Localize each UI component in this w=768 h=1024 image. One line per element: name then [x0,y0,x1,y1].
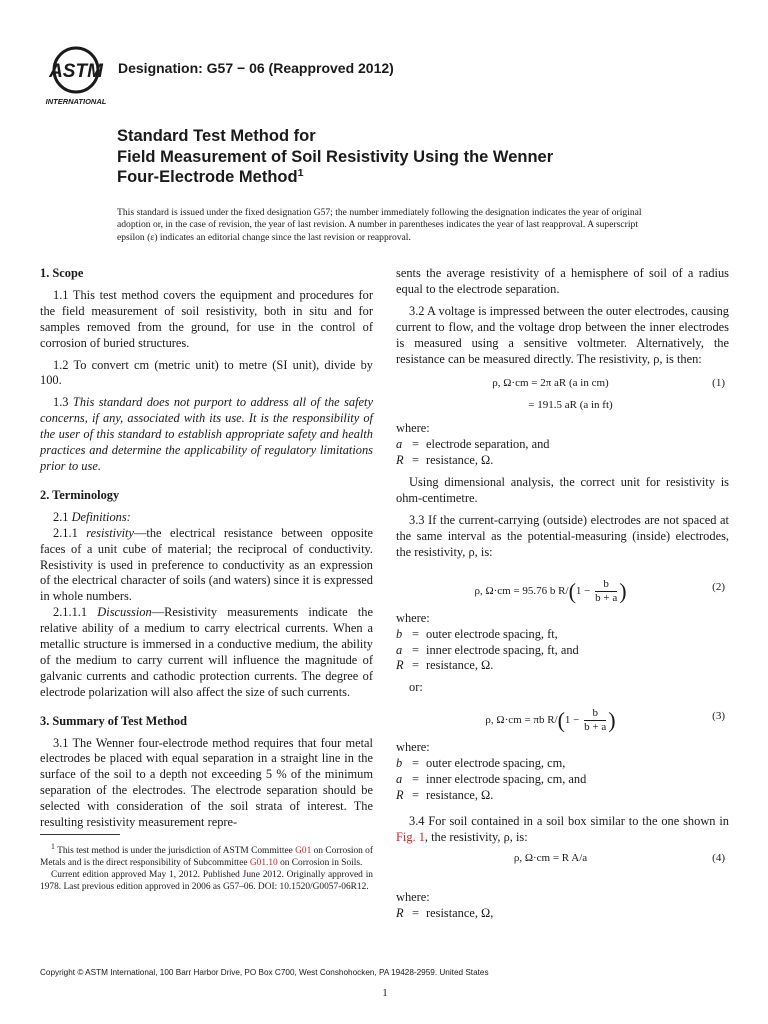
equation-1-second-line [396,395,729,417]
definition-equals: = [412,772,419,787]
paragraph-2-1-1-1: 2.1.1.1 Discussion—Resistivity measurements indicate the relative ability of a medium to carry electrical currents. When a metallic structure is immersed in a conductive medium, the ability of the medium to carry current will influence the magnitude of galvanic currents and cathodic protection currents. The degree of electrode polarization will also affect the size of such currents. [40,605,373,699]
fig-1-link[interactable]: Fig. 1 [396,829,425,844]
where-label-3: where: [396,740,430,755]
definition-text: resistance, Ω. [426,453,494,468]
or-label: or: [409,680,423,695]
definition-row [396,643,729,659]
where-label-2: where: [396,610,430,625]
definition-row [396,756,729,772]
definition-text: outer electrode spacing, cm, [426,756,566,771]
left-column [40,266,373,837]
definition-text: inner electrode spacing, cm, and [426,772,587,787]
equation-4-number: (4) [712,851,725,864]
definition-list-2 [396,627,729,675]
equation-3-fraction: $\frac{b}{b + a}$ [584,707,607,734]
definition-list-1 [396,437,729,469]
footnote-paragraph-2: Current edition approved May 1, 2012. Published June 2012. Originally approved in 1978. Last previous edition approved in 2006 as G57–06. DOI: 10.1520/G0057-06R12. [40,869,373,892]
definition-list-3 [396,756,729,804]
definition-variable: a [396,437,403,452]
page-number: 1 [382,987,388,999]
logo-text: ASTM [49,61,103,82]
equation-1-line-b: = 191.5 aR (a in ft) [528,399,613,412]
title-line-1: Standard Test Method for [117,127,316,145]
footnote-rule [40,834,120,835]
definition-variable: a [396,772,403,787]
logo-subtext: INTERNATIONAL [45,97,107,106]
equation-3: ρ, Ω·cm = πb R/(1 − $\frac{b}{b + a}$ ) (3) [485,707,725,734]
equation-2-fraction: $\frac{b}{b + a}$ [595,577,618,604]
definition-text: resistance, Ω, [426,905,494,920]
definition-row [396,772,729,788]
definition-text: resistance, Ω. [426,658,494,673]
astm-logo [40,44,112,106]
definition-row [396,788,729,804]
definition-variable: R [396,453,404,468]
equation-1-line-a: ρ, Ω·cm = 2π aR (a in cm) [492,377,609,390]
paragraph-3-4: 3.4 For soil contained in a soil box similar to the one shown in Fig. 1, the resistivity, ρ, is: [396,813,729,844]
definition-variable: R [396,787,404,802]
footnote [40,841,373,893]
definition-row [396,906,729,922]
definition-row [396,627,729,643]
definition-variable: b [396,626,403,641]
astm-logo-graphic [40,44,112,106]
right-column [396,266,729,921]
equation-3-lhs: ρ, Ω·cm = πb R/ [485,714,558,727]
definition-equals: = [412,905,419,920]
definition-variable: R [396,905,404,920]
definition-text: inner electrode spacing, ft, and [426,642,579,657]
paragraph-3-1: 3.1 The Wenner four-electrode method requires that four metal electrodes be placed with equal separation in a straight line in the surface of the soil to a depth not exceeding 5 % of the minimum separation of the electrodes. The electrode separation should be selected with consideration of the soil strata of interest. The resulting resistivity measurement repre- [40,735,373,830]
designation: Designation: G57 − 06 (Reapproved 2012) [118,60,394,76]
paragraph-1-1: 1.1 This test method covers the equipment and procedures for the field measurement of soil resistivity, both in situ and for samples removed from the ground, for use in the control of corrosion of buried structures. [40,287,373,350]
section-3-heading: 3. Summary of Test Method [40,713,187,728]
definition-variable: a [396,642,403,657]
equation-3-number: (3) [712,710,725,723]
footnote-mark: 1 [51,842,55,851]
definition-row [396,658,729,674]
definition-equals: = [412,437,419,452]
paragraph-dimensional-analysis: Using dimensional analysis, the correct unit for resistivity is ohm-centimetre. [396,475,729,506]
definition-text: electrode separation, and [426,437,550,452]
where-label-1: where: [396,421,430,436]
title-line-3: Four-Electrode Method$^1$ [117,167,304,186]
definition-equals: = [412,658,419,673]
document-title [117,126,553,188]
definition-row [396,453,729,469]
equation-3-one-minus: 1 − [564,714,580,727]
copyright-notice: Copyright © ASTM International, 100 Barr Harbor Drive, PO Box C700, West Conshohocken, PA 19428-2959. United States [40,968,489,977]
paragraph-1-3: 1.3 This standard does not purport to address all of the safety concerns, if any, associated with its use. It is the responsibility of the user of this standard to establish appropriate safety and health practices and determine the applicability of regulatory limitations prior to use. [40,395,373,473]
section-1-heading: 1. Scope [40,266,84,280]
equation-1-number: (1) [712,377,725,390]
definition-variable: R [396,658,404,673]
equation-4 [396,848,729,870]
section-2-heading: 2. Terminology [40,487,120,502]
definition-equals: = [412,626,419,641]
paragraph-1-2: 1.2 To convert cm (metric unit) to metre (SI unit), divide by 100. [40,357,373,388]
definition-list-4 [396,906,729,922]
issue-statement: This standard is issued under the fixed designation G57; the number immediately following the designation indicates the year of original adoption or, in the case of revision, the year of last revision. A number in parentheses indicates the year of last reapproval. A superscript epsilon (ε) indicates an editorial change since the last revision or reapproval. [117,207,642,243]
subcommittee-g01-10-link[interactable]: G01.10 [249,857,278,868]
definition-row [396,437,729,453]
equation-2: ρ, Ω·cm = 95.76 b R/(1 − $\frac{b}{b + a}$ ) (2) [474,577,725,604]
definition-equals: = [412,787,419,802]
equation-1 [396,373,729,395]
title-footnote-mark: 1 [297,167,304,179]
definition-text: resistance, Ω. [426,787,494,802]
definition-equals: = [412,642,419,657]
equation-4-body: ρ, Ω·cm = R A/a [513,851,588,864]
committee-g01-link[interactable]: G01 [295,846,312,857]
paragraph-3-1-continued: sents the average resistivity of a hemisphere of soil of a radius equal to the electrode separation. [396,266,729,296]
definition-variable: b [396,756,403,771]
equation-2-one-minus: 1 − [575,584,591,597]
definition-text: outer electrode spacing, ft, [426,626,558,641]
definition-equals: = [412,453,419,468]
footnote-paragraph-1: $^1$ This test method is under the jurisdiction of ASTM Committee G01 on Corrosion of Metals and is the direct responsibility of Subcommittee G01.10 on Corrosion in Soils. [40,842,373,868]
equation-2-number: (2) [712,580,725,593]
definition-equals: = [412,756,419,771]
paragraph-2-1-1: 2.1.1 resistivity—the electrical resistance between opposite faces of a unit cube of material; the reciprocal of conductivity. Resistivity is used in preference to conductivity as an expression of the electrical character of soils (and waters) since it is expressed in whole numbers. [40,525,373,604]
title-line-2: Field Measurement of Soil Resistivity Using the Wenner [117,147,554,166]
paragraph-3-2: 3.2 A voltage is impressed between the outer electrodes, causing current to flow, and the voltage drop between the inner electrodes is measured using a sensitive voltmeter. Alternatively, the resistance can be measured directly. The resistivity, ρ, is then: [396,303,729,366]
paragraph-2-1: 2.1 Definitions: [53,509,131,524]
paragraph-3-3: 3.3 If the current-carrying (outside) electrodes are not spaced at the same interval as the potential-measuring (inside) electrodes, the resistivity, ρ, is: [396,512,729,559]
equation-2-lhs: ρ, Ω·cm = 95.76 b R/ [474,584,569,597]
where-label-4: where: [396,889,430,904]
